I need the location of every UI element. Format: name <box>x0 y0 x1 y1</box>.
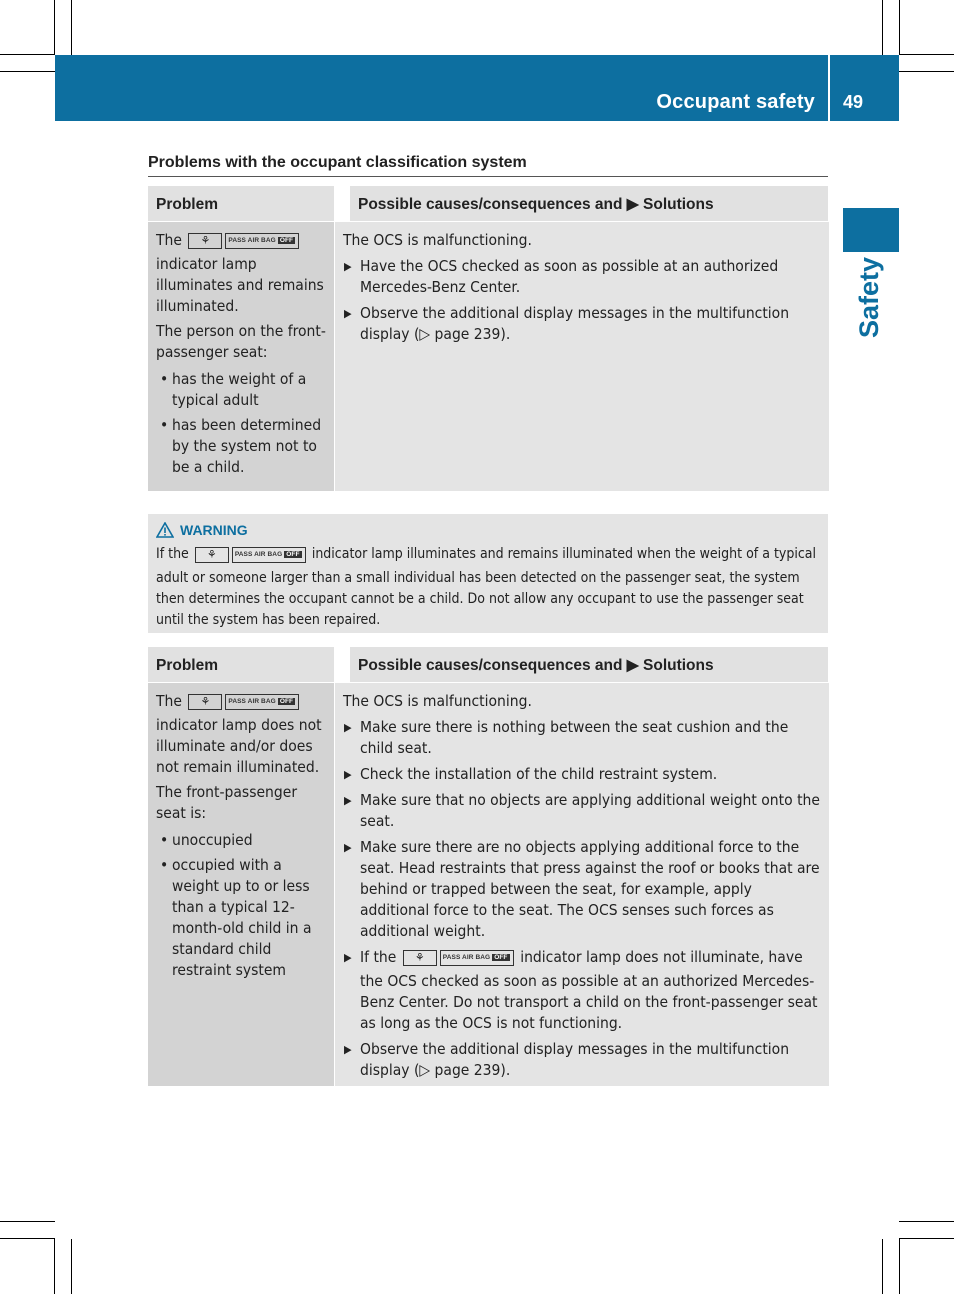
solution-step: ▶ Check the installation of the child restraint system. <box>344 765 718 783</box>
list-item: • unoccupied <box>160 831 253 849</box>
cause-text: The OCS is malfunctioning. <box>343 231 532 249</box>
crop-mark <box>0 71 55 72</box>
crop-mark <box>882 1239 883 1294</box>
pass-airbag-off-badge: PASS AIR BAG OFF <box>225 233 299 249</box>
page-title: Occupant safety <box>656 91 815 113</box>
crop-mark <box>0 1221 55 1222</box>
side-tab <box>843 208 899 252</box>
table-row <box>148 683 828 1086</box>
solution-step: ▶ Observe the additional display messages in the multifunction display (▷ page 239). <box>344 1040 790 1079</box>
crop-mark <box>0 1238 55 1239</box>
indicator-lamp <box>188 233 299 254</box>
header-divider <box>828 55 830 121</box>
arrow-icon: ▶ <box>344 794 352 807</box>
crop-mark <box>71 0 72 55</box>
airbag-seat-icon: ⚘ <box>188 233 222 249</box>
col-header-problem: Problem <box>156 196 219 213</box>
seat-text: The front-passenger seat is: <box>156 783 298 822</box>
col-header-problem: Problem <box>156 657 219 674</box>
pass-airbag-off-badge: PASS AIR BAG OFF <box>225 694 299 710</box>
crop-mark <box>0 54 55 55</box>
solution-step: ▶ Make sure there are no objects applying additional force to the seat. Head restraints that press against the roof or books that are behind or trapped between the seat, for example, apply additional force to the seat. The OCS senses such forces as additional weight. <box>344 838 820 940</box>
crop-mark <box>899 1238 954 1239</box>
list-item: • has been determined by the system not to be a child. <box>160 416 322 476</box>
crop-mark <box>899 54 954 55</box>
table-row <box>148 222 828 491</box>
problem-cell: The ⚘ PASS AIR BAG OFF indicator lamp does not illuminate and/or does not remain illuminated. The front-passenger seat is: • unoccupied • occupied with a weight up to or less than a typical 12-month-old child in a standard child restraint system <box>148 683 334 1086</box>
solution-step: ▶ Have the OCS checked as soon as possible at an authorized Mercedes-Benz Center. <box>344 257 779 296</box>
crop-mark <box>899 1239 900 1294</box>
warning-triangle-icon <box>156 522 174 538</box>
indicator-lamp <box>188 694 299 715</box>
page-header <box>55 55 899 121</box>
list-item: • occupied with a weight up to or less than a typical 12-month-old child in a standard child restraint system <box>160 856 312 979</box>
crop-mark <box>54 1239 55 1294</box>
crop-mark <box>899 71 954 72</box>
problem-table-1 <box>148 186 828 491</box>
page-number: 49 <box>843 92 864 112</box>
solution-cell <box>335 222 829 491</box>
problem-table-2 <box>148 647 828 1086</box>
crop-mark <box>882 0 883 55</box>
indicator-lamp <box>195 547 306 568</box>
solution-step: ▶ If the ⚘ PASS AIR BAG OFF indicator lamp does not illuminate, have the OCS checked as soon as possible at an authorized Mercedes-Benz Center. Do not transport a child on the front-passenger seat as long as the OCS is not functioning. <box>344 948 818 1032</box>
col-header-solutions: Possible causes/consequences and ▶ Solutions <box>358 657 714 674</box>
warning-box <box>148 514 828 633</box>
solution-step: ▶ Make sure there is nothing between the seat cushion and the child seat. <box>344 718 789 757</box>
table-header <box>148 186 828 222</box>
airbag-seat-icon: ⚘ <box>188 694 222 710</box>
solution-cell <box>335 683 829 1086</box>
side-tab-label: Safety <box>854 256 884 338</box>
indicator-lamp <box>403 950 514 971</box>
col-header-solutions: Possible causes/consequences and ▶ Solutions <box>358 196 714 213</box>
arrow-icon: ▶ <box>344 307 352 320</box>
warning-heading: WARNING <box>156 520 820 544</box>
pass-airbag-off-badge: PASS AIR BAG OFF <box>440 950 514 966</box>
arrow-icon: ▶ <box>344 1043 352 1056</box>
problem-cell: The ⚘ PASS AIR BAG OFF indicator lamp illuminates and remains illuminated. The person on the front-passenger seat: • has the weight of a typical adult • has been determined by the system not to be a child. <box>148 222 334 491</box>
person-text: The person on the front-passenger seat: <box>156 322 326 361</box>
crop-mark <box>54 0 55 55</box>
table-header <box>148 647 828 683</box>
section-title: Problems with the occupant classification system <box>148 154 828 177</box>
solution-step: ▶ Make sure that no objects are applying additional weight onto the seat. <box>344 791 820 830</box>
solution-step: ▶ Observe the additional display messages in the multifunction display (▷ page 239). <box>344 304 790 343</box>
crop-mark <box>71 1239 72 1294</box>
airbag-seat-icon: ⚘ <box>403 950 437 966</box>
list-item: • has the weight of a typical adult <box>160 370 307 409</box>
arrow-icon: ▶ <box>344 951 352 964</box>
arrow-icon: ▶ <box>344 260 352 273</box>
cause-text: The OCS is malfunctioning. <box>343 692 532 710</box>
arrow-icon: ▶ <box>344 841 352 854</box>
crop-mark <box>899 0 900 55</box>
warning-text: If the ⚘ PASS AIR BAG OFF indicator lamp illuminates and remains illuminated when the weight of a typical adult or someone larger than a small individual has been detected on the passenger seat, the system then determines the occupant cannot be a child. Do not allow any occupant to use the passenger seat until the system has been repaired. <box>156 546 816 628</box>
arrow-icon: ▶ <box>344 768 352 781</box>
arrow-icon: ▶ <box>344 721 352 734</box>
crop-mark <box>899 1221 954 1222</box>
pass-airbag-off-badge: PASS AIR BAG OFF <box>232 547 306 563</box>
airbag-seat-icon: ⚘ <box>195 547 229 563</box>
